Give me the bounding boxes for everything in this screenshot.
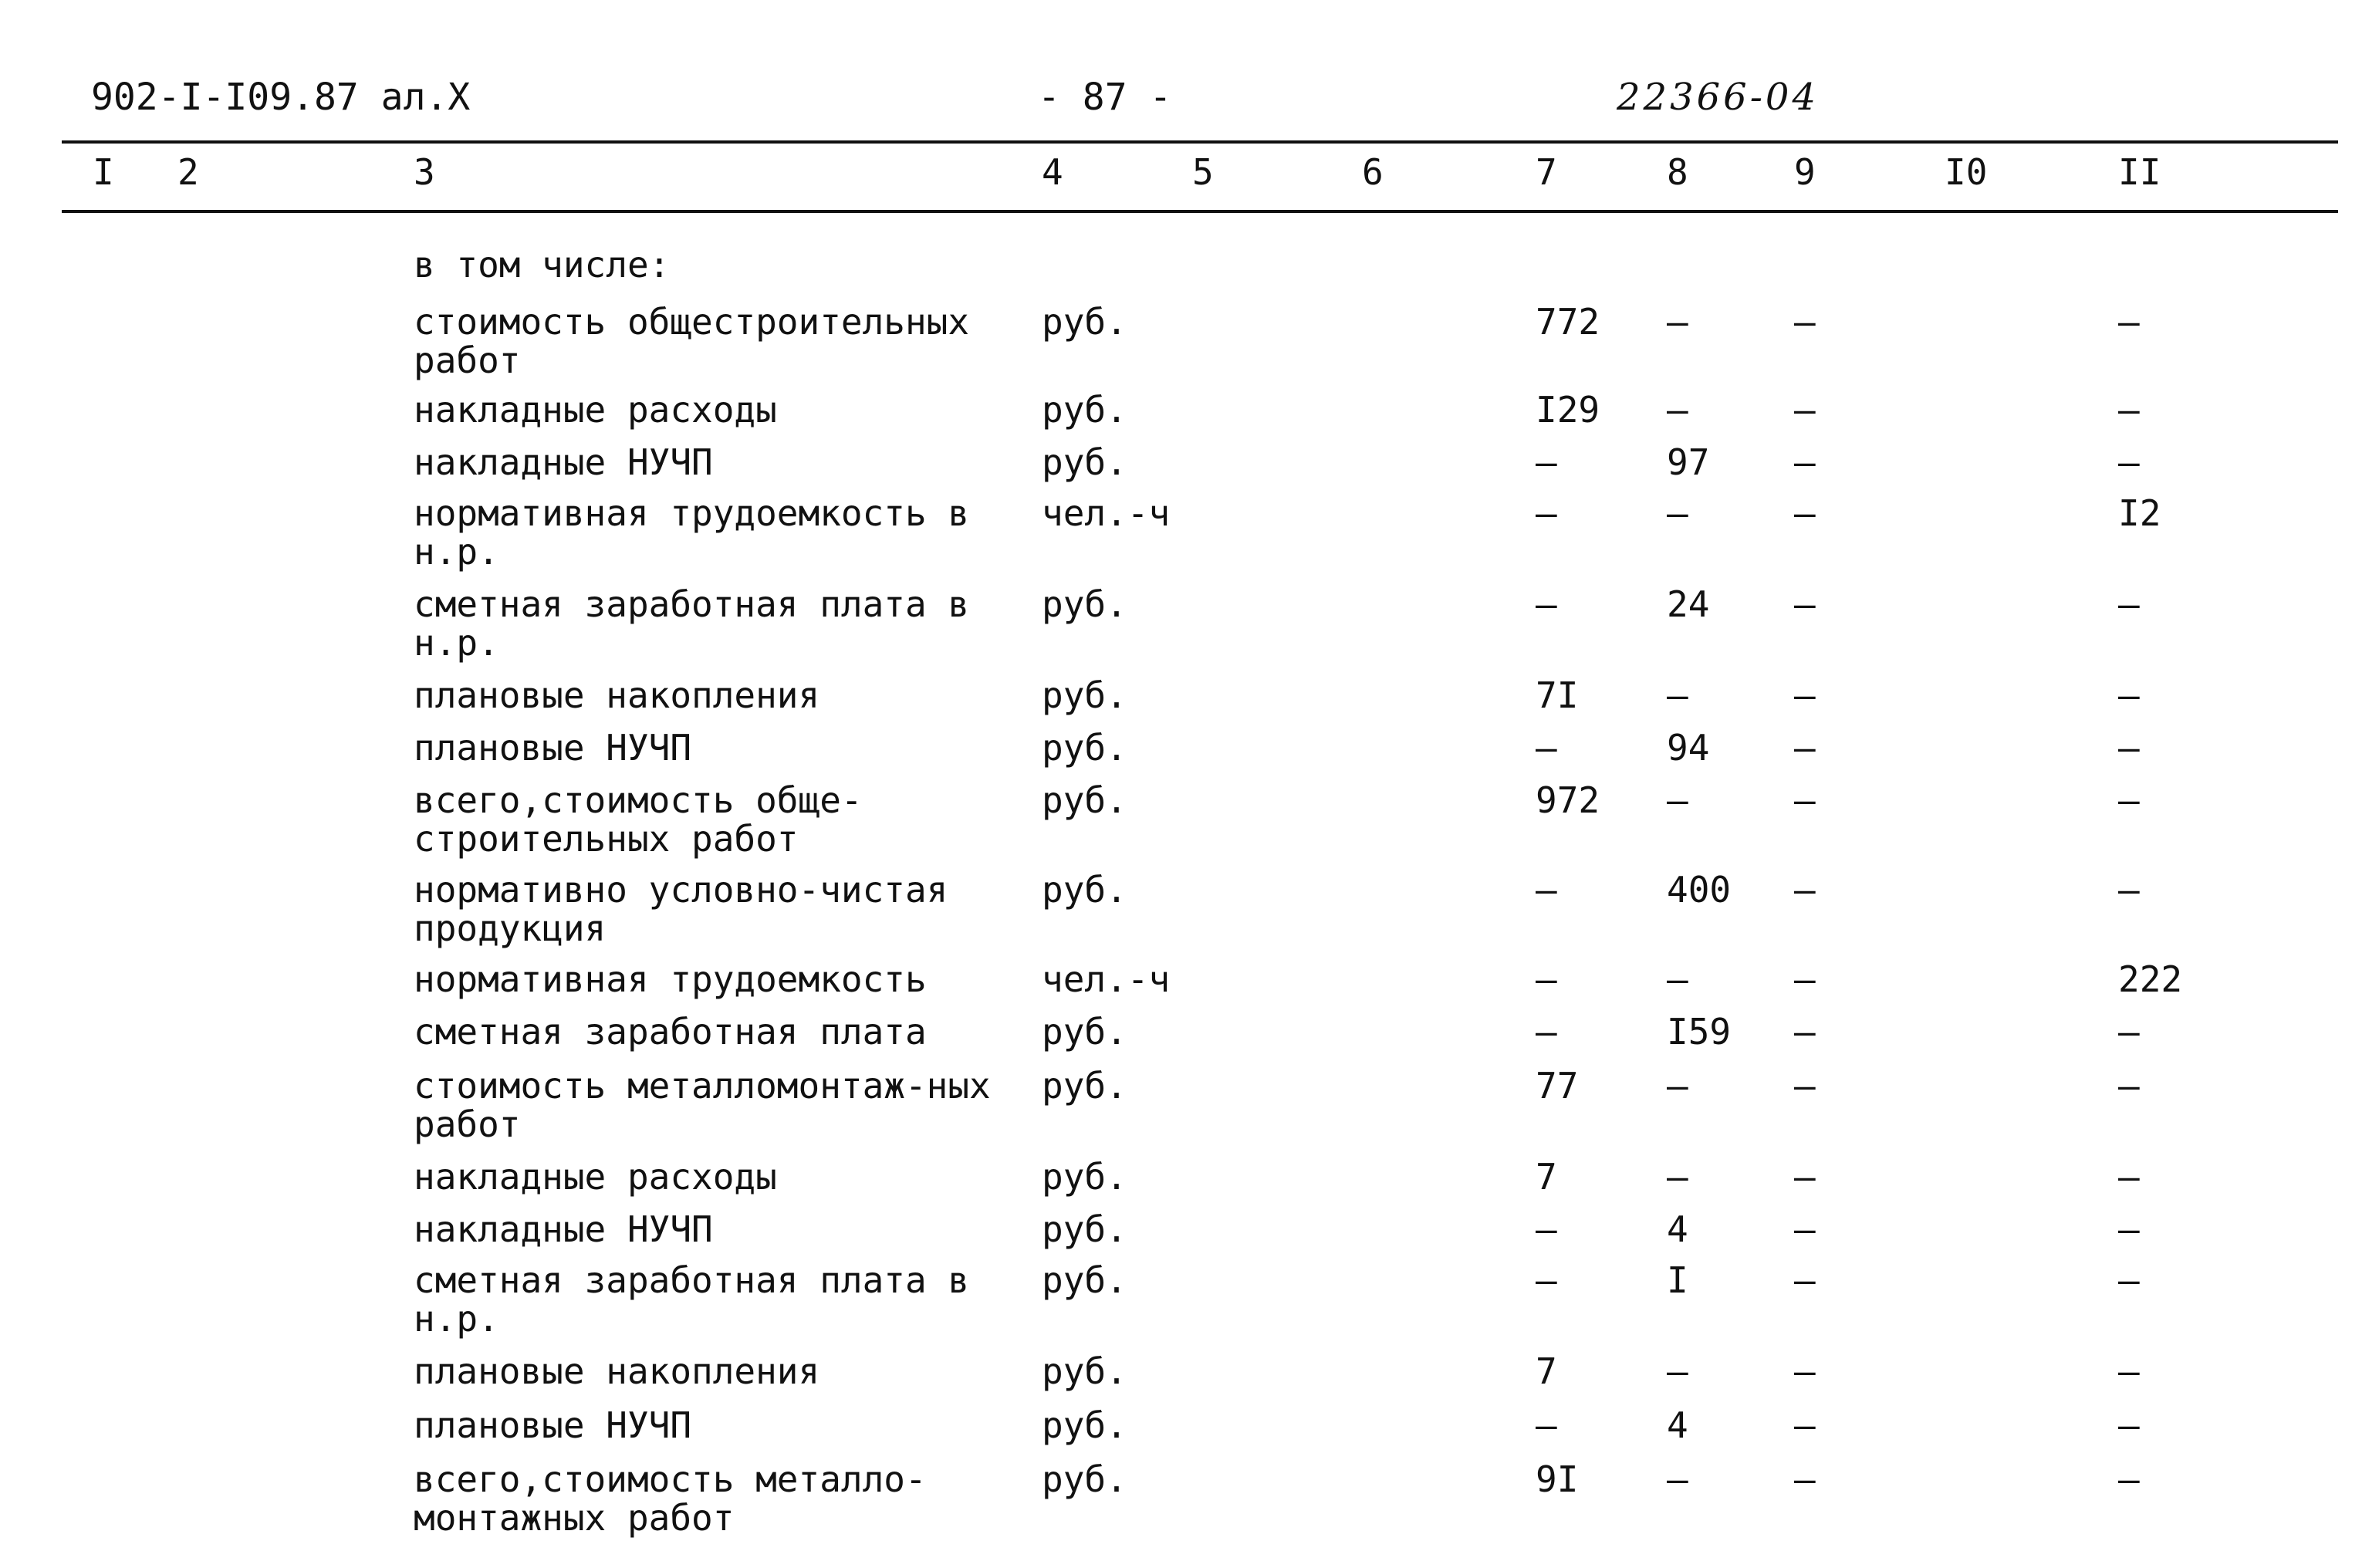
row-col11: – [2118,1458,2140,1500]
row-col8: – [1667,492,1688,534]
row-col9: – [1794,1259,1816,1301]
row-description: сметная заработная плата в н.р. [414,583,970,664]
row-col8: – [1667,674,1688,716]
row-unit: чел.-ч [1042,492,1171,534]
row-col11: – [2118,869,2140,911]
row-col9: – [1794,727,1816,769]
column-number: 2 [177,151,199,193]
row-col7: 77 [1536,1065,1579,1107]
row-col9: – [1794,1404,1816,1446]
section-label: в том числе: [414,244,671,286]
row-col9: – [1794,1350,1816,1392]
row-unit: руб. [1042,869,1127,911]
row-col9: – [1794,492,1816,534]
row-col11: – [2118,674,2140,716]
row-col11: – [2118,441,2140,483]
row-col8: – [1667,1350,1688,1392]
row-col8: I [1667,1259,1688,1301]
row-unit: руб. [1042,301,1127,343]
row-col7: 7 [1536,1350,1557,1392]
row-col11: – [2118,1011,2140,1053]
column-number: 4 [1042,151,1063,193]
row-col9: – [1794,779,1816,821]
row-col7: 7 [1536,1156,1557,1198]
row-col8: 400 [1667,869,1732,911]
row-col11: – [2118,1156,2140,1198]
row-col8: – [1667,389,1688,431]
row-col7: – [1536,583,1557,625]
row-description: плановые накопления [414,674,820,716]
row-col9: – [1794,674,1816,716]
row-col11: – [2118,389,2140,431]
row-description: всего,стоимость металло-монтажных работ [414,1458,927,1539]
row-col8: – [1667,779,1688,821]
row-unit: руб. [1042,674,1127,716]
sheet-code: 22366-04 [1617,76,1819,119]
row-unit: руб. [1042,779,1127,821]
row-description: сметная заработная плата в н.р. [414,1259,970,1340]
row-col7: – [1536,1404,1557,1446]
row-col11: – [2118,1259,2140,1301]
row-description: плановые накопления [414,1350,820,1392]
row-col7: – [1536,727,1557,769]
row-unit: чел.-ч [1042,958,1171,1000]
row-col8: 24 [1667,583,1710,625]
column-number: I [93,151,114,193]
row-unit: руб. [1042,1458,1127,1500]
row-col8: 97 [1667,441,1710,483]
row-col7: 972 [1536,779,1600,821]
header-bottom-rule [62,210,2338,213]
row-description: накладные расходы [414,1156,777,1198]
row-col7: – [1536,1259,1557,1301]
column-number: 8 [1667,151,1688,193]
row-col9: – [1794,1458,1816,1500]
row-col8: – [1667,1458,1688,1500]
row-col7: 7I [1536,674,1579,716]
page-number: - 87 - [1038,76,1172,119]
row-description: нормативная трудоемкость [414,958,927,1000]
row-col11: – [2118,583,2140,625]
column-number: 5 [1192,151,1214,193]
row-col8: I59 [1667,1011,1732,1053]
row-unit: руб. [1042,727,1127,769]
row-unit: руб. [1042,441,1127,483]
row-description: плановые НУЧП [414,727,692,769]
row-col7: – [1536,869,1557,911]
row-col8: – [1667,1065,1688,1107]
row-col7: – [1536,441,1557,483]
row-col9: – [1794,1065,1816,1107]
row-description: плановые НУЧП [414,1404,692,1446]
row-unit: руб. [1042,1350,1127,1392]
row-description: нормативно условно-чистая продукция [414,869,948,949]
row-col9: – [1794,869,1816,911]
column-number: 6 [1362,151,1384,193]
column-number: 3 [414,151,435,193]
row-unit: руб. [1042,1156,1127,1198]
row-description: накладные НУЧП [414,441,713,483]
column-number: 9 [1794,151,1816,193]
row-col7: 9I [1536,1458,1579,1500]
row-unit: руб. [1042,389,1127,431]
row-description: накладные расходы [414,389,777,431]
column-number: II [2118,151,2161,193]
row-unit: руб. [1042,1404,1127,1446]
row-col9: – [1794,583,1816,625]
row-col9: – [1794,1208,1816,1250]
row-col8: 4 [1667,1404,1688,1446]
row-unit: руб. [1042,1011,1127,1053]
row-col8: – [1667,301,1688,343]
row-col11: I2 [2118,492,2161,534]
row-col7: – [1536,1011,1557,1053]
row-col7: – [1536,492,1557,534]
row-description: стоимость металломонтаж-ных работ [414,1065,991,1145]
document-code: 902-I-I09.87 ал.X [91,76,471,119]
column-number: I0 [1945,151,1988,193]
row-col11: – [2118,727,2140,769]
column-number: 7 [1536,151,1557,193]
row-col11: – [2118,301,2140,343]
row-col9: – [1794,441,1816,483]
row-col8: – [1667,958,1688,1000]
row-col9: – [1794,389,1816,431]
row-col8: 94 [1667,727,1710,769]
row-col9: – [1794,958,1816,1000]
row-col9: – [1794,301,1816,343]
row-unit: руб. [1042,1259,1127,1301]
header-top-rule [62,140,2338,144]
row-description: всего,стоимость обще-строительных работ [414,779,863,860]
row-description: накладные НУЧП [414,1208,713,1250]
row-description: стоимость общестроительных работ [414,301,970,381]
row-col7: 772 [1536,301,1600,343]
row-col11: – [2118,1350,2140,1392]
row-col7: – [1536,1208,1557,1250]
row-col7: – [1536,958,1557,1000]
row-col9: – [1794,1156,1816,1198]
row-col8: – [1667,1156,1688,1198]
row-unit: руб. [1042,1208,1127,1250]
row-description: сметная заработная плата [414,1011,927,1053]
row-col11: – [2118,1065,2140,1107]
row-unit: руб. [1042,1065,1127,1107]
row-unit: руб. [1042,583,1127,625]
row-col8: 4 [1667,1208,1688,1250]
row-col11: – [2118,779,2140,821]
row-col9: – [1794,1011,1816,1053]
row-col11: 222 [2118,958,2183,1000]
row-col11: – [2118,1404,2140,1446]
row-col11: – [2118,1208,2140,1250]
row-description: нормативная трудоемкость в н.р. [414,492,970,573]
row-col7: I29 [1536,389,1600,431]
